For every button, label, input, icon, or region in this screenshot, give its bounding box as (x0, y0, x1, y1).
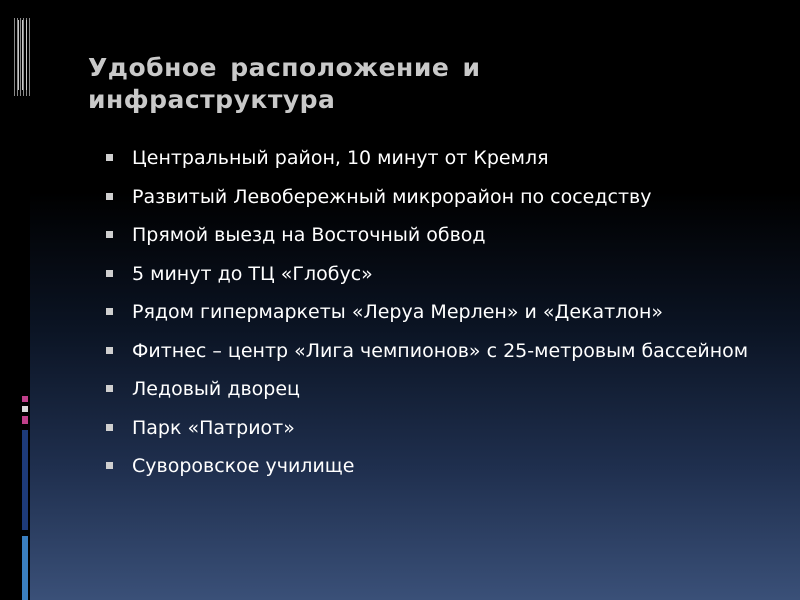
list-item-text: Парк «Патриот» (132, 416, 295, 439)
list-item-text: 5 минут до ТЦ «Глобус» (132, 262, 373, 285)
list-item (106, 261, 766, 287)
list-item-text: Фитнес – центр «Лига чемпионов» с 25-метровым бассейном (132, 339, 749, 362)
list-item (106, 145, 766, 171)
list-item-text: Прямой выезд на Восточный обвод (132, 224, 486, 246)
square-bullet-icon (106, 462, 113, 469)
square-bullet-icon (106, 231, 113, 238)
square-bullet-icon (106, 193, 113, 200)
list-item (106, 222, 766, 248)
list-item (106, 299, 766, 325)
blue-segment (22, 536, 28, 600)
list-item (106, 376, 766, 402)
gray-segment (22, 406, 28, 412)
square-bullet-icon (106, 270, 113, 277)
list-item (106, 338, 766, 364)
list-item (106, 453, 766, 479)
list-item-text: Рядом гипермаркеты «Леруа Мерлен» и «Декатлон» (132, 301, 664, 323)
pink-segment (22, 416, 28, 424)
stripes-highlight-decoration (18, 20, 28, 90)
square-bullet-icon (106, 424, 113, 431)
square-bullet-icon (106, 308, 113, 315)
slide-title: Удобное расположение и инфраструктура (88, 53, 481, 114)
list-item-text: Суворовское училище (132, 455, 355, 477)
square-bullet-icon (106, 385, 113, 392)
square-bullet-icon (106, 347, 113, 354)
bullet-list (106, 145, 766, 492)
left-decoration-strip (0, 0, 30, 600)
list-item-text: Развитый Левобережный микрорайон по соседству (132, 185, 652, 208)
list-item-text: Центральный район, 10 минут от Кремля (132, 147, 549, 169)
dark-blue-segment (22, 430, 28, 530)
list-item (106, 415, 766, 441)
list-item (106, 184, 766, 210)
color-bar-decoration (22, 396, 28, 600)
list-item-text: Ледовый дворец (132, 378, 300, 400)
pink-segment (22, 396, 28, 402)
square-bullet-icon (106, 154, 113, 161)
